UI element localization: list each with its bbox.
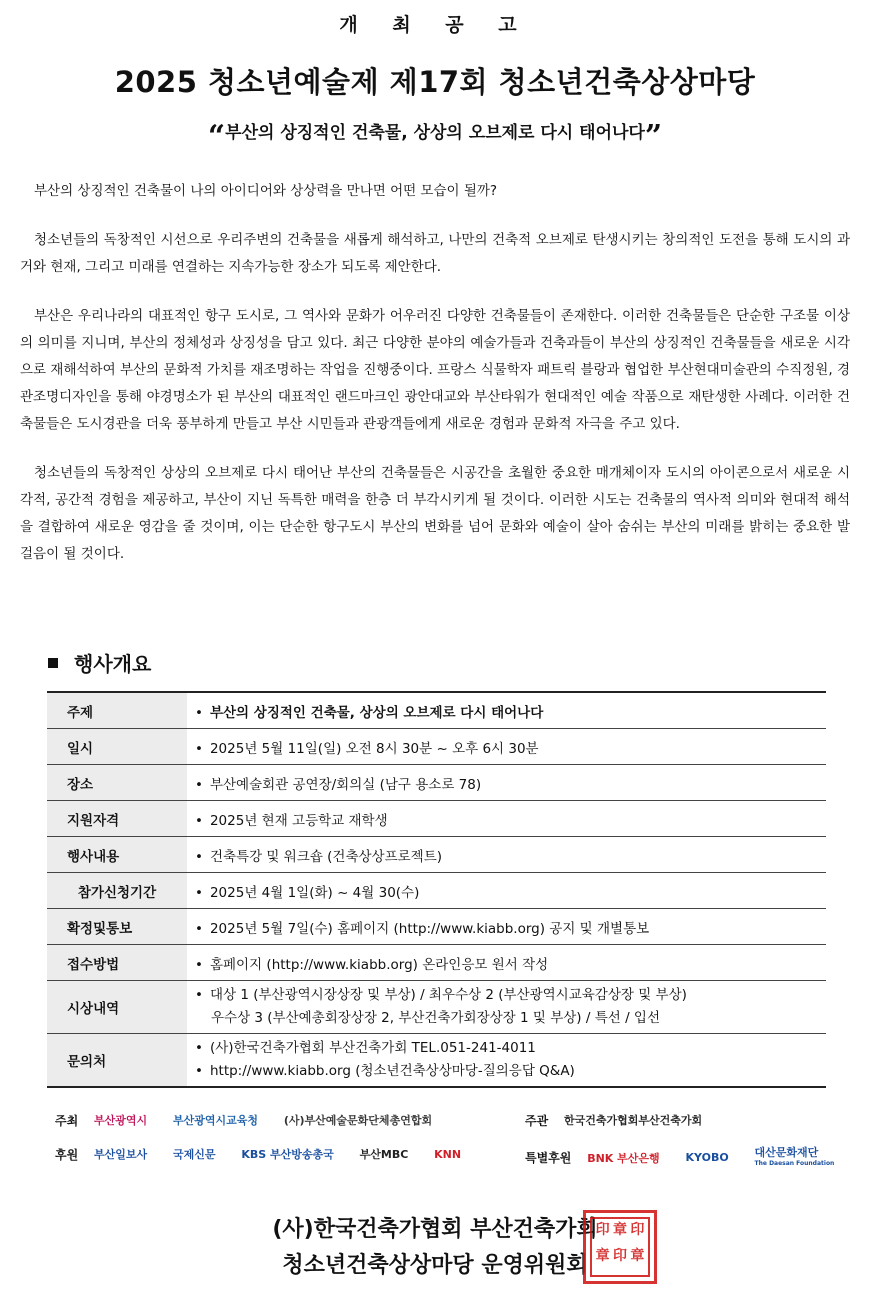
- paragraph: 부산은 우리나라의 대표적인 항구 도시로, 그 역사와 문화가 어우러진 다양한 건축물들이 존재한다. 이러한 건축물들은 단순한 구조물 이상의 의미를 지니며, 부산의 정체성과 상징성을 담고 있다. 최근 다양한 분야의 예술가들과 건축과들이 부산의 상징적인 건축물들을 새로운 시각으로 재해석하여 부산의 문화적 가치를 재조명하는 작업을 진행중이다. 프랑스 식물학자 패트릭 블랑과 협업한 부산현대미술관의 수직정원, 경관조명디자인을 통해 야경명소가 된 부산의 대표적인 랜드마크인 광안대교와 부산타워가 현대적인 예술 작품으로 재탄생한 사례다. 이러한 건축물들은 도시경관을 더욱 풍부하게 만들고 부산 시민들과 관광객들에게 새로운 경험과 문화적 자극을 주고 있다.: [20, 308, 850, 432]
- busan-ilbo-logo: 부산일보사: [94, 1148, 148, 1161]
- row-value: • 부산의 상징적인 건축물, 상상의 오브제로 다시 태어나다: [195, 704, 544, 721]
- row-label: 장소: [47, 765, 187, 801]
- sponsor-row-organizer: [525, 1110, 720, 1136]
- square-bullet-icon: [48, 658, 58, 668]
- kbs-busan-logo: KBS 부산방송총국: [241, 1148, 334, 1161]
- table-row: [47, 801, 826, 837]
- row-label: 참가신청기간: [47, 873, 187, 909]
- row-label: 확정및통보: [47, 909, 187, 945]
- overview-heading: [48, 648, 151, 677]
- row-label: 행사내용: [47, 837, 187, 873]
- host-label: 주최: [55, 1113, 79, 1128]
- busan-arts-federation-logo: (사)부산예술문화단체총연합회: [283, 1114, 433, 1127]
- busan-education-office-logo: 부산광역시교육청: [173, 1114, 259, 1127]
- row-value: • 2025년 4월 1일(화) ~ 4월 30(수): [195, 884, 420, 901]
- paragraph: 부산의 상징적인 건축물이 나의 아이디어와 상상력을 만나면 어떤 모습이 될까?: [34, 183, 498, 199]
- table-row: [47, 692, 826, 729]
- close-quote: ”: [644, 119, 663, 154]
- knn-logo: KNN: [434, 1147, 462, 1161]
- special-support-label: 특별후원: [525, 1151, 572, 1165]
- row-label: 일시: [47, 729, 187, 765]
- busan-mbc-logo: 부산MBC: [359, 1148, 409, 1161]
- subtitle-text: 부산의 상징적인 건축물, 상상의 오브제로 다시 태어나다: [225, 123, 645, 143]
- organizer-label: 주관: [525, 1113, 549, 1128]
- sponsor-row-special: [525, 1144, 866, 1170]
- page-title: 2025 청소년예술제 제17회 청소년건축상상마당: [114, 65, 756, 99]
- row-value: • 2025년 현재 고등학교 재학생: [195, 812, 388, 829]
- overview-table: [47, 691, 826, 1088]
- row-value: • 대상 1 (부산광역시장상장 및 부상) / 최우수상 2 (부산광역시교육감상장 및 부상) 우수상 3 (부산예총회장상장 2, 부산건축가회장상장 1 및 부상) / 특선 / 입선: [195, 987, 687, 1026]
- table-row: [47, 1034, 826, 1088]
- sponsor-row-host: [55, 1110, 450, 1136]
- row-value: • 2025년 5월 11일(일) 오전 8시 30분 ~ 오후 6시 30분: [195, 740, 539, 757]
- row-label: 지원자격: [47, 801, 187, 837]
- busan-city-logo: 부산광역시: [94, 1114, 148, 1127]
- open-quote: “: [207, 119, 226, 154]
- daesan-foundation-logo: 대산문화재단 The Daesan Foundation: [754, 1145, 835, 1167]
- table-row: [47, 837, 826, 873]
- row-value: • 홈페이지 (http://www.kiabb.org) 온라인응모 원서 작성: [195, 956, 549, 973]
- table-row: [47, 765, 826, 801]
- row-label: 문의처: [47, 1034, 187, 1088]
- row-value: • 2025년 5월 7일(수) 홈페이지 (http://www.kiabb.org) 공지 및 개별통보: [195, 920, 650, 937]
- table-row: [47, 909, 826, 945]
- row-label: 시상내역: [47, 981, 187, 1034]
- bnk-busan-bank-logo: BNK 부산은행: [587, 1151, 660, 1165]
- table-row: [47, 729, 826, 765]
- footer-committee: 청소년건축상상마당 운영위원회: [282, 1253, 588, 1278]
- row-label: 접수방법: [47, 945, 187, 981]
- table-row: [47, 945, 826, 981]
- kia-busan-logo: 한국건축가협회부산건축가회: [564, 1114, 703, 1127]
- overview-heading-text: 행사개요: [74, 652, 152, 676]
- page-subtitle: [0, 118, 870, 154]
- sponsor-row-support: [55, 1144, 479, 1170]
- support-label: 후원: [55, 1147, 79, 1162]
- official-seal-stamp: 印 章 印 章 印 章: [583, 1210, 657, 1284]
- row-value: • 부산예술회관 공연장/회의실 (남구 용소로 78): [195, 776, 482, 793]
- paragraph: 청소년들의 독창적인 시선으로 우리주변의 건축물을 새롭게 해석하고, 나만의 건축적 오브제로 탄생시키는 창의적인 도전을 통해 도시의 과거와 현재, 그리고 미래를 연결하는 지속가능한 장소가 되도록 제안한다.: [20, 232, 850, 275]
- table-row: [47, 981, 826, 1034]
- row-value: • (사)한국건축가협회 부산건축가회 TEL.051-241-4011 • http://www.kiabb.org (청소년건축상상마당-질의응답 Q&A): [195, 1040, 575, 1079]
- row-label: 주제: [47, 692, 187, 729]
- kyobo-logo: KYOBO: [685, 1151, 729, 1164]
- kookje-logo: 국제신문: [173, 1148, 216, 1161]
- row-value: • 건축특강 및 워크숍 (건축상상프로젝트): [195, 848, 443, 865]
- paragraph: 청소년들의 독창적인 상상의 오브제로 다시 태어난 부산의 건축물들은 시공간을 초월한 중요한 매개체이자 도시의 아이콘으로서 새로운 시각적, 공간적 경험을 제공하고, 부산이 지닌 독특한 매력을 한층 더 부각시키게 될 것이다. 이러한 시도는 건축물의 역사적 의미와 현대적 해석을 결합하여 새로운 영감을 줄 것이며, 이는 단순한 항구도시 부산의 변화를 넘어 문화와 예술이 살아 숨쉬는 부산의 미래를 밝히는 중요한 발걸음이 될 것이다.: [20, 465, 850, 562]
- table-row: [47, 873, 826, 909]
- intro-body: [20, 178, 850, 590]
- document-label: 개 최 공 고: [339, 14, 531, 36]
- footer-org: (사)한국건축가협회 부산건축가회: [272, 1217, 598, 1242]
